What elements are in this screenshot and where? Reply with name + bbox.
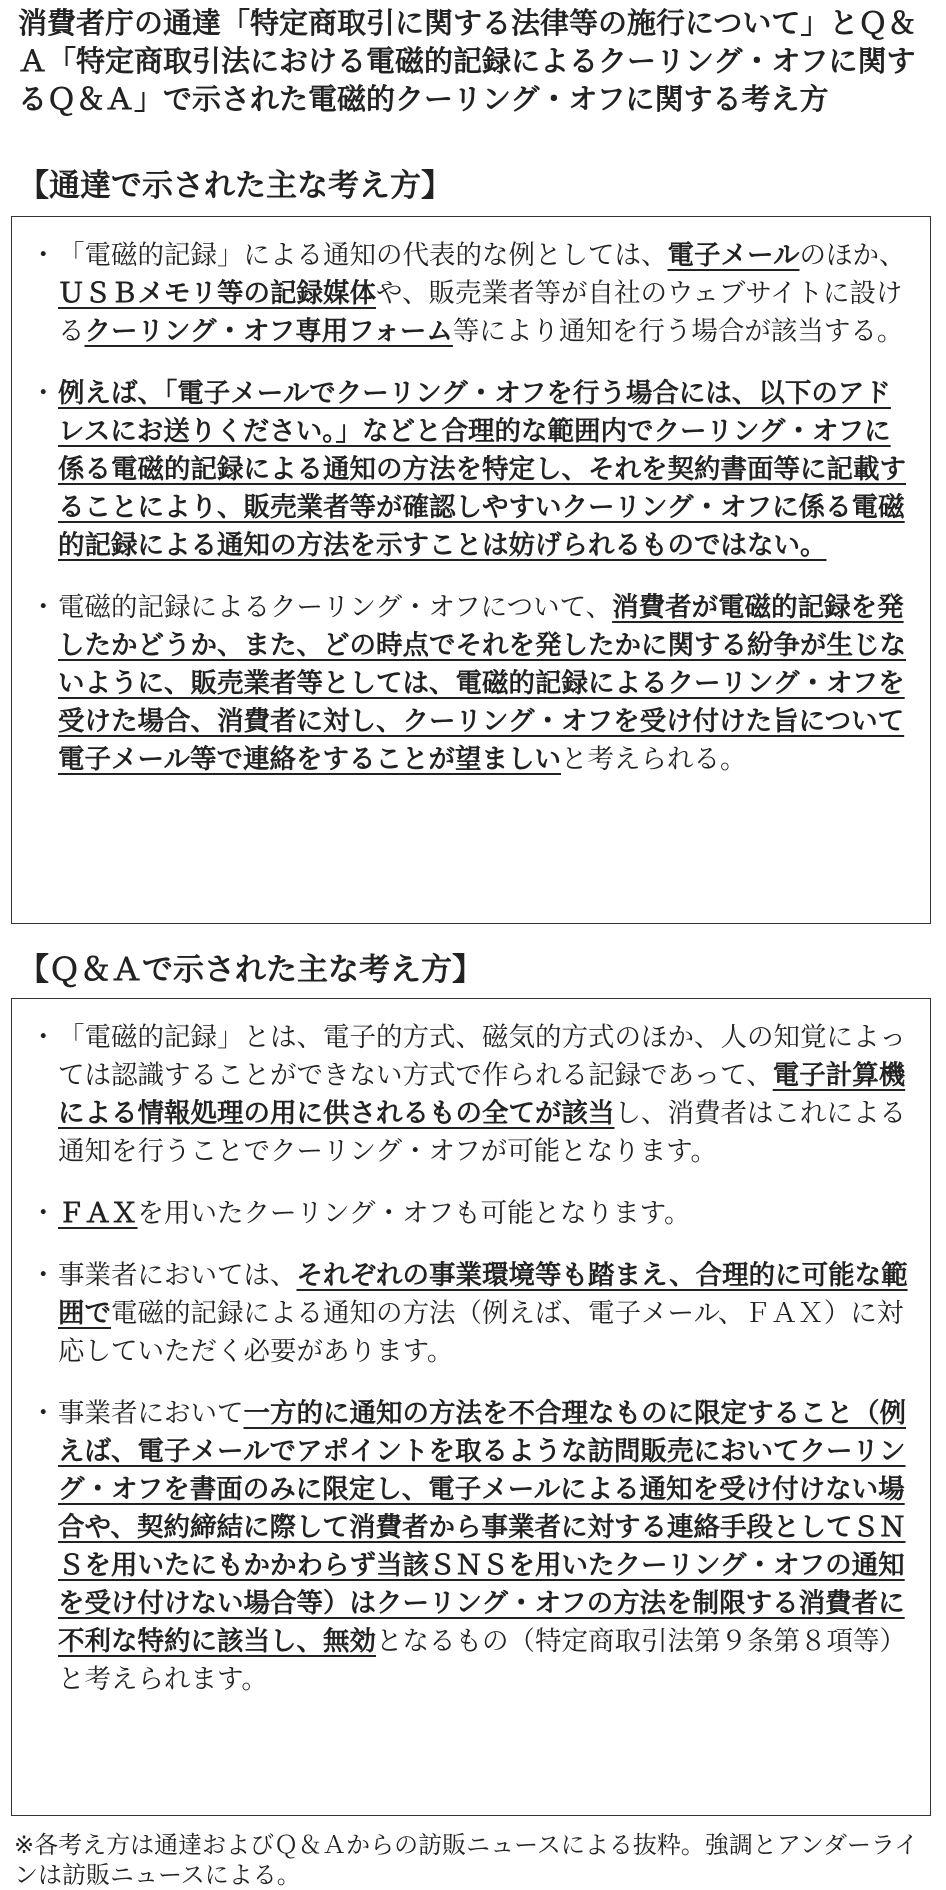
list-item (26, 375, 912, 565)
list-item (26, 1395, 912, 1699)
list-item (26, 589, 912, 779)
bullet: ・ (30, 378, 57, 409)
item-text: のほか、 (799, 240, 906, 271)
emphasis-text: 一方的に通知の方法を不合理なものに限定すること（例えば、電子メールでアポイントを取るような訪問販売においてクーリング・オフを書面のみに限定し、電子メールによる通知を受け付けない場合や、契約締結に際して消費者から事業者に対する連絡手段としてＳＮＳを用いたにもかかわらず当該ＳＮＳを用いたクーリング・オフの通知を受け付けない場合等）はクーリング・オフの方法を制限する消費者に不利な特約に該当し、無効 (58, 1398, 906, 1657)
list-item (26, 1195, 912, 1233)
item-text: 「電磁的記録」とは、電子的方式、磁気的方式のほか、人の知覚によっては認識することができない方式で作られる記録であって、 (58, 1022, 906, 1091)
item-text: 「電磁的記録」による通知の代表的な例としては、 (58, 240, 668, 271)
bullet: ・ (30, 1022, 57, 1053)
bullet: ・ (30, 1198, 57, 1229)
emphasis-text: それぞれの事業環境等も踏まえ、合理的に可能な範囲で (58, 1260, 908, 1329)
item-text: し、消費者はこれによる通知を行うことでクーリング・オフが可能となります。 (58, 1098, 906, 1167)
footnote: ※各考え方は通達およびＱ＆Ａからの訪販ニュースによる抜粋。強調とアンダーラインは訪販ニュースによる。 (14, 1831, 919, 1889)
bullet: ・ (30, 1398, 57, 1429)
item-text: 電磁的記録による通知の方法（例えば、電子メール、ＦＡＸ）に対応していただく必要があります。 (58, 1298, 904, 1367)
emphasis-text: 電子計算機による情報処理の用に供されるもの全てが該当 (58, 1060, 906, 1129)
item-text: となるもの（特定商取引法第９条第８項等）と考えられます。 (58, 1626, 906, 1695)
list-item (26, 1257, 912, 1371)
item-text: と考えられる。 (560, 744, 747, 775)
emphasis-text: ＵＳＢメモリ等の記録媒体 (58, 278, 376, 309)
section-heading-notice: 【通達で示された主な考え方】 (18, 168, 452, 204)
emphasis-text: 電子メール (667, 240, 800, 271)
item-text: 事業者においては、 (58, 1260, 297, 1291)
emphasis-text: 例えば、「電子メールでクーリング・オフを行う場合には、以下のアドレスにお送りください。」などと合理的な範囲内でクーリング・オフに係る電磁的記録による通知の方法を特定し、それを契約書面等に記載することにより、販売業者等が確認しやすいクーリング・オフに係る電磁的記録による通知の方法を示すことは妨げられるものではない。 (58, 378, 906, 561)
emphasis-text: 消費者が電磁的記録を発したかどうか、また、どの時点でそれを発したかに関する紛争が生じないように、販売業者等としては、電磁的記録によるクーリング・オフを受けた場合、消費者に対し、クーリング・オフを受け付けた旨について電子メール等で連絡をすることが望ましい (58, 592, 906, 775)
item-text: 事業者において (58, 1398, 244, 1429)
list-item (26, 237, 912, 351)
emphasis-text: ＦＡＸ (58, 1198, 138, 1229)
bullet: ・ (30, 1260, 57, 1291)
emphasis-text: クーリング・オフ専用フォーム (84, 316, 453, 347)
notice-box (11, 216, 931, 924)
item-text: や、販売業者等が自社のウェブサイトに設ける (58, 278, 903, 347)
qa-box (11, 998, 931, 1816)
section-heading-qa: 【Ｑ＆Ａで示された主な考え方】 (18, 952, 483, 988)
intro-title: 消費者庁の通達「特定商取引に関する法律等の施行について」とＱ＆Ａ「特定商取引法における電磁的記録によるクーリング・オフに関するＱ＆Ａ」で示された電磁的クーリング・オフに関する考え方 (18, 6, 917, 116)
item-text: 電磁的記録によるクーリング・オフについて、 (58, 592, 613, 623)
bullet: ・ (30, 592, 57, 623)
list-item (26, 1019, 912, 1171)
item-text: 等により通知を行う場合が該当する。 (452, 316, 904, 347)
bullet: ・ (30, 240, 57, 271)
item-text: を用いたクーリング・オフも可能となります。 (137, 1198, 691, 1229)
